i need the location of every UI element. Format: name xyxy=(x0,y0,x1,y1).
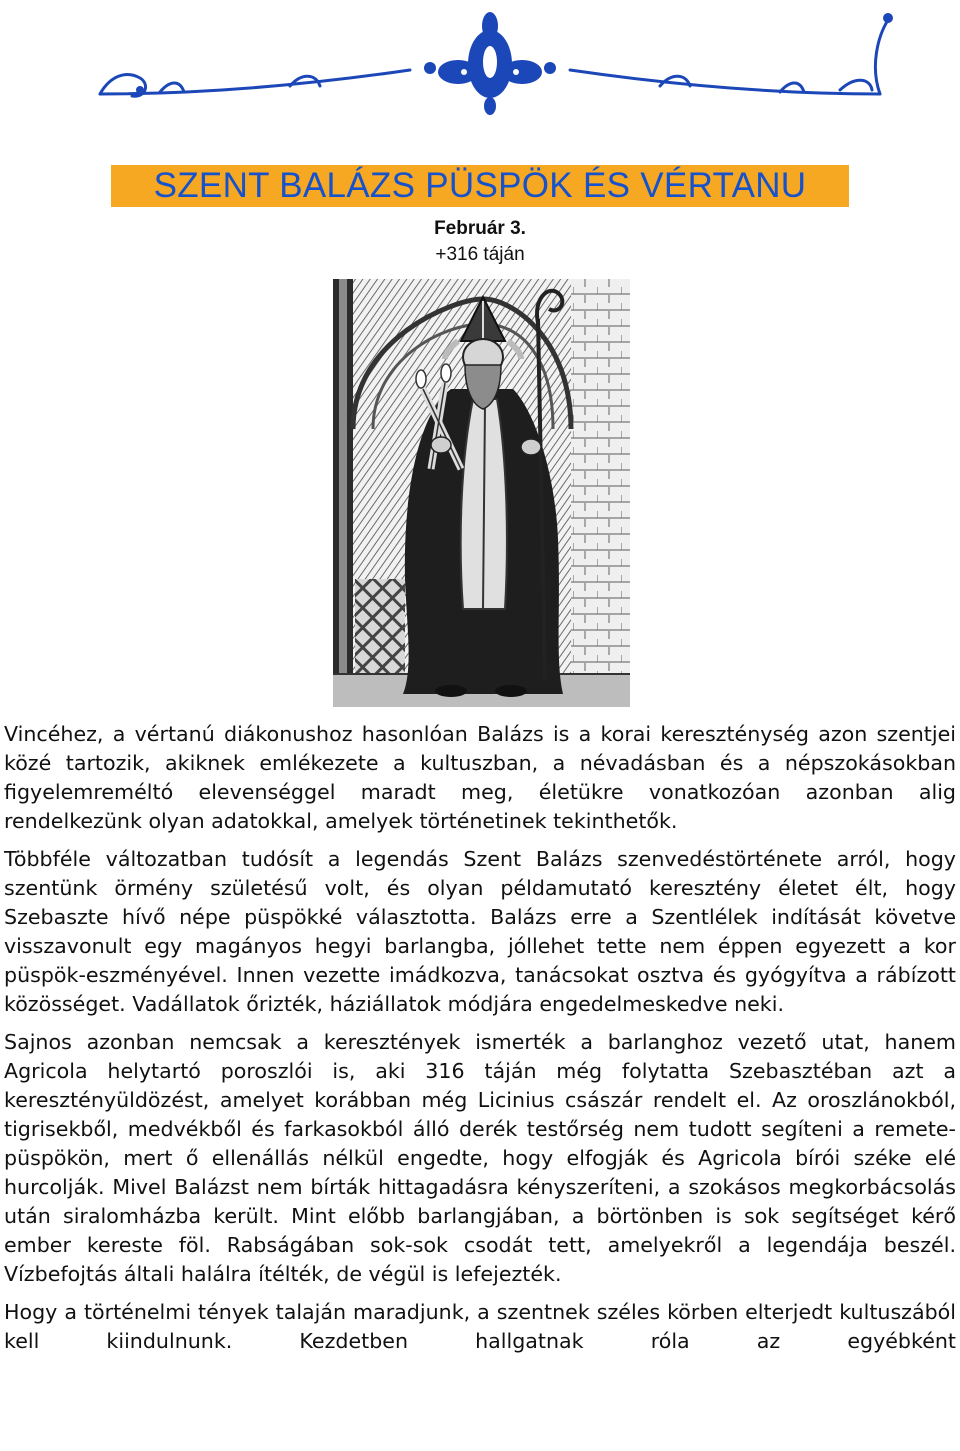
feast-date: Február 3. xyxy=(434,218,526,239)
paragraph-legend: Többféle változatban tudósít a legendás Szent Balázs szenvedéstörténete arról, hogy szentünk örmény születésű volt, és olyan példamutató keresztény életet élt, hogy Szebaszte hívő népe püspökké választotta. Balázs erre a Szentlélek indítását követve visszavonult egy magányos hegyi barlangba, jóllehet tette nem éppen egyezett a kor püspök-eszményével. Innen vezette imádkozva, tanácsokat osztva és gyógyítva a rábízott közösséget. Vadállatok őrizték, háziállatok módjára engedelmeskedve neki. xyxy=(4,847,956,1016)
ornament-header-icon xyxy=(80,6,900,116)
article-body xyxy=(4,720,956,1365)
paragraph-martyrdom: Sajnos azonban nemcsak a keresztények ismerték a barlanghoz vezető utat, hanem Agricola helytartó poroszlói is, aki 316 táján még folytatta Szebasztéban azt a keresztényüldözést, amelyet korábban még Licinius császár rendelt el. Az oroszlánokból, tigrisekből, medvékből és farkasokból álló derék testőrség nem tudott segíteni a remete- püspökön, mert ő ellenállás nélkül engedte, hogy elfogják és Agricola bírói széke elé hurcolják. Mivel Balázst nem bírták hittagadásra kényszeríteni, a szokásos megkorbácsolás után siralomházba került. Mint előbb barlangjában, a börtönben is sok segítséget kérő ember kereste föl. Rabságában sok-sok csodát tett, amelyekről a legendája beszél. Vízbefojtás általi halálra ítélték, de végül is lefejezték. xyxy=(4,1030,956,1286)
paragraph-intro: Vincéhez, a vértanú diákonushoz hasonlóan Balázs is a korai kereszténység azon szentjei közé tartozik, akiknek emlékezete a kultuszban, a névadásban és a népszokásokban figyelemreméltó elevenséggel maradt meg, életükre vonatkozóan azonban alig rendelkezünk olyan adatokkal, amelyek történetinek tekinthetők. xyxy=(4,722,956,833)
page-title: SZENT BALÁZS PÜSPÖK ÉS VÉRTANU xyxy=(111,165,849,207)
death-year: +316 táján xyxy=(435,244,525,265)
paragraph-cult: Hogy a történelmi tények talaján maradjunk, a szentnek széles körben elterjedt kultuszából kell kiindulnunk. Kezdetben hallgatnak róla az egyébként xyxy=(4,1300,956,1353)
saint-portrait-icon xyxy=(333,279,630,707)
